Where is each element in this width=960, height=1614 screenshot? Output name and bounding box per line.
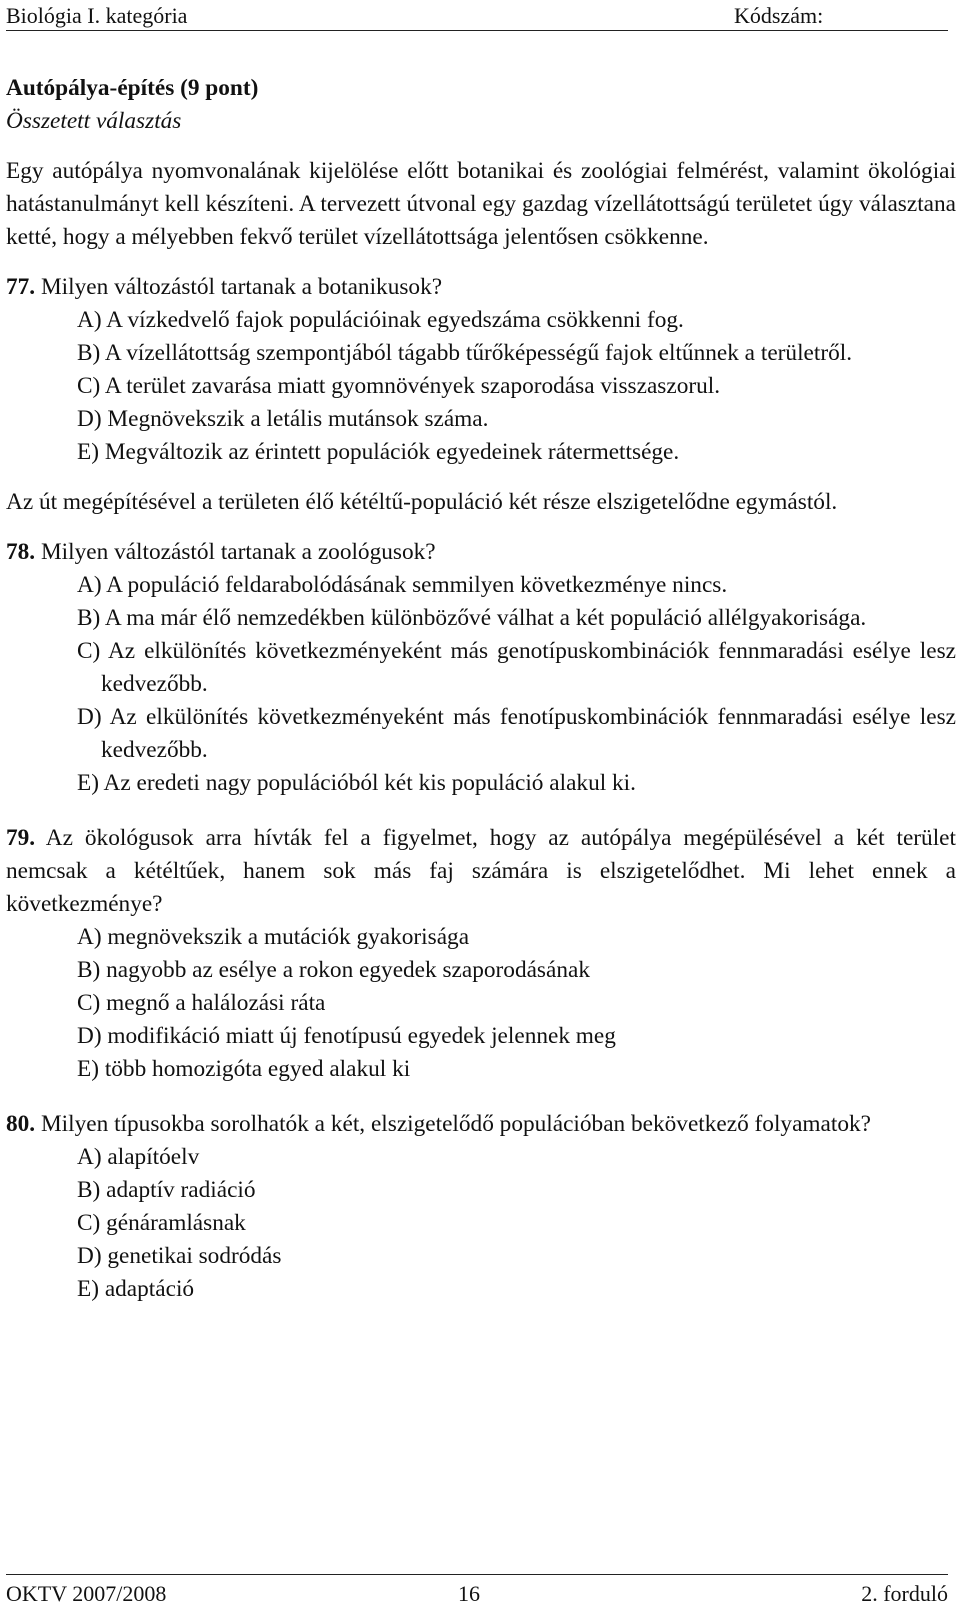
question-number: 77. xyxy=(6,274,36,300)
option-item: D) Megnövekszik a letális mutánsok száma. xyxy=(77,406,489,432)
question-number: 79. xyxy=(6,825,36,851)
footer-page-number: 16 xyxy=(458,1581,480,1606)
section-intro: Egy autópálya nyomvonalának kijelölése előtt botanikai és zoológiai felmérést, valamint ökológiai hatástanulmányt kell készíteni. A tervezett útvonal egy gazdag vízellátottságú területet úgy választana ketté, hogy a mélyebben fekvő terület vízellátottsága jelentősen csökkenne. xyxy=(6,158,956,250)
question-77 xyxy=(6,271,956,469)
question-number: 80. xyxy=(6,1111,36,1137)
footer-competition: OKTV 2007/2008 xyxy=(6,1581,167,1606)
option-item: C) génáramlásnak xyxy=(77,1210,246,1236)
question-text: Milyen típusokba sorolhatók a két, elszigetelődő populációban bekövetkező folyamatok? xyxy=(35,1111,871,1137)
option-item: B) adaptív radiáció xyxy=(77,1177,256,1203)
option-item: D) Az elkülönítés következményeként más fenotípuskombinációk fennmaradási esélye lesz kedvezőbb. xyxy=(77,704,956,763)
question-text: Milyen változástól tartanak a botanikusok? xyxy=(35,274,443,300)
question-78 xyxy=(6,536,956,800)
option-list xyxy=(6,921,956,1086)
page-header xyxy=(6,2,948,31)
question-text: Milyen változástól tartanak a zoológusok? xyxy=(35,539,436,565)
option-item: D) modifikáció miatt új fenotípusú egyedek jelennek meg xyxy=(77,1023,616,1049)
question-text: Az ökológusok arra hívták fel a figyelmet, hogy az autópálya megépülésével a két terület nemcsak a kétéltűek, hanem sok más faj számára is elszigetelődhet. Mi lehet ennek a következménye? xyxy=(6,825,956,917)
question-80 xyxy=(6,1108,956,1306)
option-item: A) A populáció feldarabolódásának semmilyen következménye nincs. xyxy=(77,572,728,598)
option-item: E) több homozigóta egyed alakul ki xyxy=(77,1056,411,1082)
question-number: 78. xyxy=(6,539,36,565)
header-code-label: Kódszám: xyxy=(734,3,824,28)
option-list xyxy=(6,1141,956,1306)
option-item: B) nagyobb az esélye a rokon egyedek szaporodásának xyxy=(77,957,590,983)
option-item: A) alapítóelv xyxy=(77,1144,200,1170)
question-79 xyxy=(6,822,956,1086)
page-content xyxy=(6,72,956,1306)
option-item: D) genetikai sodródás xyxy=(77,1243,282,1269)
header-category: Biológia I. kategória xyxy=(6,3,188,28)
option-item: E) adaptáció xyxy=(77,1276,195,1302)
option-item: E) Az eredeti nagy populációból két kis populáció alakul ki. xyxy=(77,770,636,796)
option-item: E) Megváltozik az érintett populációk egyedeinek rátermettsége. xyxy=(77,439,680,465)
option-item: B) A vízellátottság szempontjából tágabb tűrőképességű fajok eltűnnek a területről. xyxy=(77,340,853,366)
option-item: C) Az elkülönítés következményeként más genotípuskombinációk fennmaradási esélye lesz kedvezőbb. xyxy=(77,638,956,697)
option-item: A) A vízkedvelő fajok populációinak egyedszáma csökkenni fog. xyxy=(77,307,684,333)
page-footer xyxy=(6,1574,948,1614)
option-list xyxy=(6,569,956,800)
section-title: Autópálya-építés (9 pont) xyxy=(6,75,259,101)
option-item: A) megnövekszik a mutációk gyakorisága xyxy=(77,924,470,950)
option-item: B) A ma már élő nemzedékben különbözővé válhat a két populáció allélgyakorisága. xyxy=(77,605,867,631)
option-list xyxy=(6,304,956,469)
option-item: C) A terület zavarása miatt gyomnövények szaporodása visszaszorul. xyxy=(77,373,721,399)
option-item: C) megnő a halálozási ráta xyxy=(77,990,326,1016)
section-subtitle: Összetett választás xyxy=(6,108,182,134)
mid-text: Az út megépítésével a területen élő kétéltű-populáció két része elszigetelődne egymástól. xyxy=(6,489,838,515)
footer-round: 2. forduló xyxy=(861,1581,948,1606)
